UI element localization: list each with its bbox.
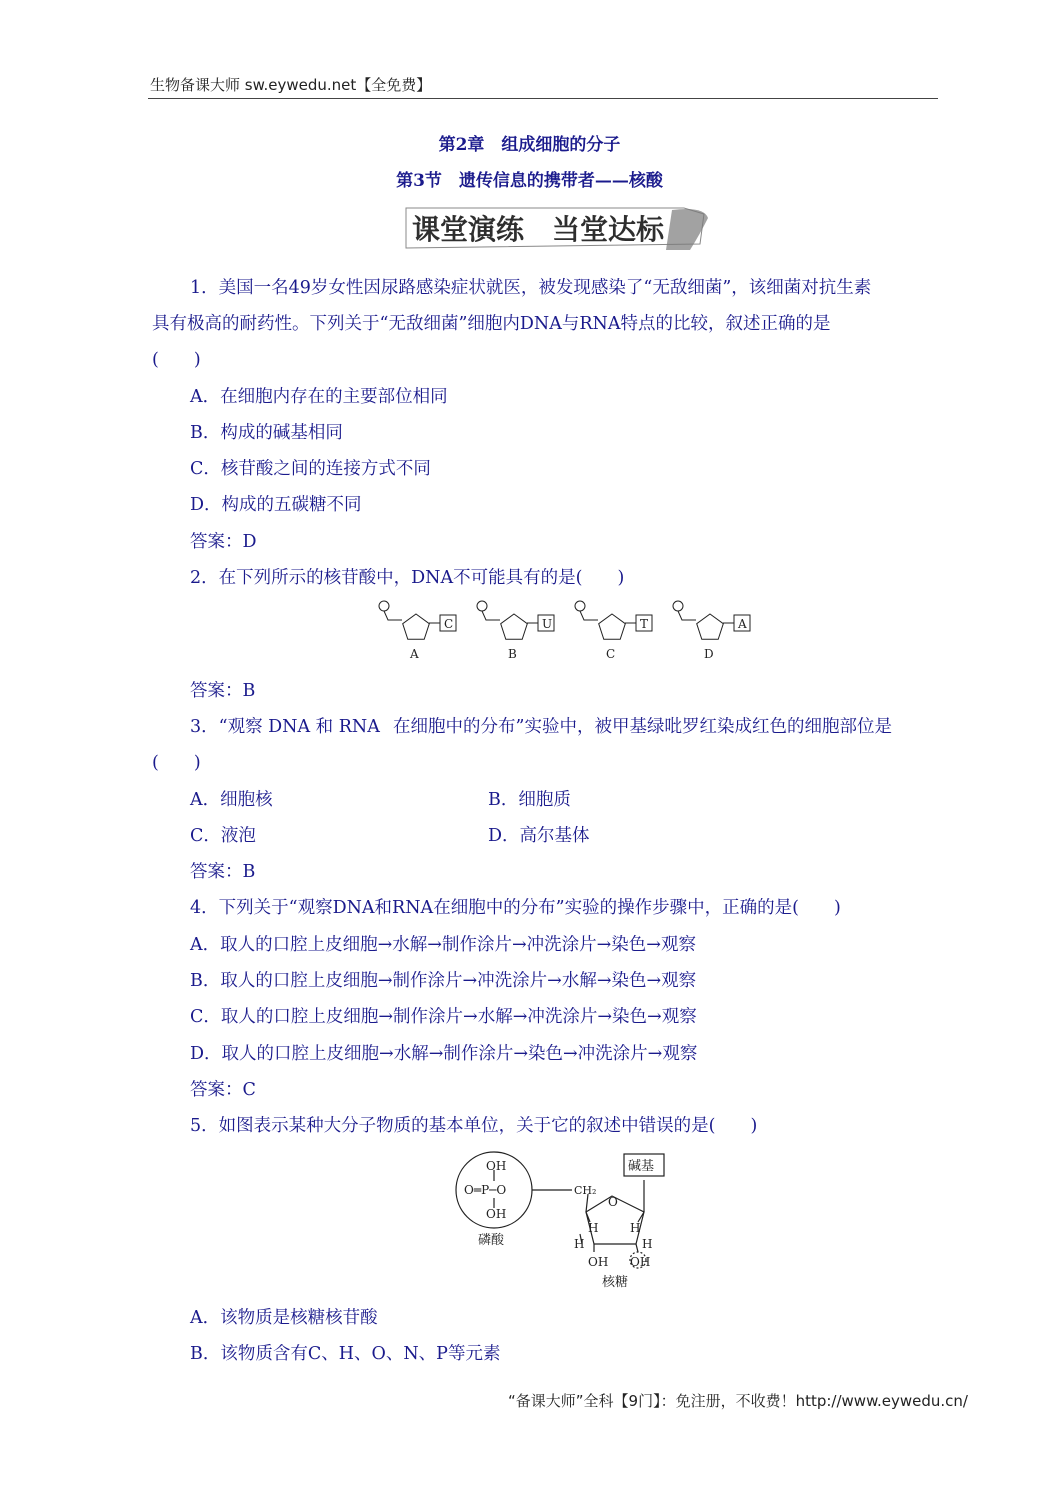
phosphate-circle bbox=[575, 601, 585, 611]
h-3: H bbox=[574, 1237, 585, 1251]
pentose-ring bbox=[599, 614, 626, 639]
q4-answer: 答案：C bbox=[190, 1080, 256, 1100]
oh-bottom: OH bbox=[486, 1207, 507, 1221]
base-label: 碱基 bbox=[628, 1159, 655, 1174]
q4-option-d: D．取人的口腔上皮细胞→水解→制作涂片→染色→冲洗涂片→观察 bbox=[190, 1044, 698, 1064]
phosphate-label: 磷酸 bbox=[478, 1233, 505, 1248]
h-4: H bbox=[642, 1237, 653, 1251]
base-letter: C bbox=[444, 617, 454, 631]
q4-option-b: B．取人的口腔上皮细胞→制作涂片→冲洗涂片→水解→染色→观察 bbox=[190, 971, 697, 991]
q5-stem: 5．如图表示某种大分子物质的基本单位，关于它的叙述中错误的是( ) bbox=[190, 1116, 758, 1136]
oh-top: OH bbox=[486, 1159, 507, 1173]
header-divider bbox=[148, 98, 938, 99]
option-label: A bbox=[410, 647, 419, 661]
phosphate-bond bbox=[482, 611, 500, 620]
phosphate-bond bbox=[580, 611, 598, 620]
q1-stem-line2: 具有极高的耐药性。下列关于“无敌细菌”细胞内DNA与RNA特点的比较，叙述正确的是 bbox=[152, 314, 831, 334]
q1-stem-line1: 1．美国一名49岁女性因尿路感染症状就医，被发现感染了“无敌细菌”，该细菌对抗生素 bbox=[190, 278, 872, 298]
q2-answer: 答案：B bbox=[190, 681, 256, 701]
nucleotide-D bbox=[673, 601, 750, 661]
q4-stem: 4．下列关于“观察DNA和RNA在细胞中的分布”实验的操作步骤中，正确的是( ) bbox=[190, 898, 841, 918]
page-footer: “备课大师”全科【9门】：免注册，不收费！http://www.eywedu.cn/ bbox=[508, 1392, 968, 1410]
h-1: H bbox=[588, 1221, 599, 1235]
phosphate-bond bbox=[384, 611, 402, 620]
oh-right: OH bbox=[630, 1255, 651, 1269]
q4-option-a: A．取人的口腔上皮细胞→水解→制作涂片→冲洗涂片→染色→观察 bbox=[190, 935, 696, 955]
q3-stem-line1a: 3．“观察 DNA 和 RNA bbox=[190, 717, 380, 737]
phosphate-bond bbox=[678, 611, 696, 620]
oh-left: OH bbox=[588, 1255, 609, 1269]
section-banner bbox=[404, 204, 710, 252]
q3-option-b: B．细胞质 bbox=[488, 790, 571, 810]
section-title: 第3节 遗传信息的携带者——核酸 bbox=[396, 171, 663, 191]
q4-option-c: C．取人的口腔上皮细胞→制作涂片→水解→冲洗涂片→染色→观察 bbox=[190, 1007, 697, 1027]
q1-option-b: B．构成的碱基相同 bbox=[190, 423, 343, 443]
phosphate-circle bbox=[673, 601, 683, 611]
q5-option-a: A．该物质是核糖核苷酸 bbox=[190, 1308, 378, 1328]
q5-option-b: B．该物质含有C、H、O、N、P等元素 bbox=[190, 1344, 501, 1364]
q1-answer: 答案：D bbox=[190, 532, 257, 552]
pentose-ring bbox=[697, 614, 724, 639]
q3-stem-line1b: 在细胞中的分布”实验中，被甲基绿吡罗红染成红色的细胞部位是 bbox=[393, 717, 892, 737]
option-label: D bbox=[704, 647, 714, 661]
q2-stem: 2．在下列所示的核苷酸中，DNA不可能具有的是( ) bbox=[190, 568, 625, 588]
phosphate-circle bbox=[379, 601, 389, 611]
base-letter: T bbox=[640, 617, 649, 631]
pentose-ring bbox=[501, 614, 528, 639]
pentose-ring bbox=[403, 614, 430, 639]
ring-o: O bbox=[608, 1195, 618, 1209]
q1-option-d: D．构成的五碳糖不同 bbox=[190, 495, 362, 515]
q1-option-c: C．核苷酸之间的连接方式不同 bbox=[190, 459, 431, 479]
banner-text: 课堂演练 当堂达标 bbox=[412, 213, 665, 246]
nucleotide-options-figure bbox=[368, 598, 768, 668]
base-letter: A bbox=[738, 617, 747, 631]
nucleotide-A bbox=[379, 601, 456, 661]
sugar-label: 核糖 bbox=[602, 1275, 629, 1290]
ch2-label: CH₂ bbox=[574, 1184, 597, 1197]
nucleotide-structure-figure bbox=[452, 1148, 682, 1298]
nucleotide-C bbox=[575, 601, 652, 661]
q1-stem-line3: ( ) bbox=[152, 350, 201, 370]
q3-answer: 答案：B bbox=[190, 862, 256, 882]
q1-option-a: A．在细胞内存在的主要部位相同 bbox=[190, 387, 448, 407]
q3-option-a: A．细胞核 bbox=[190, 790, 273, 810]
q3-option-d: D．高尔基体 bbox=[488, 826, 590, 846]
option-label: C bbox=[606, 647, 616, 661]
nucleotide-B bbox=[477, 601, 554, 661]
h-2: H bbox=[630, 1221, 641, 1235]
base-letter: U bbox=[542, 617, 553, 631]
page-header: 生物备课大师 sw.eywedu.net【全免费】 bbox=[150, 76, 432, 94]
q3-option-c: C．液泡 bbox=[190, 826, 256, 846]
phosphate-row: O═P─O bbox=[464, 1183, 507, 1197]
option-label: B bbox=[508, 647, 517, 661]
chapter-title: 第2章 组成细胞的分子 bbox=[438, 135, 621, 155]
phosphate-circle bbox=[477, 601, 487, 611]
q3-stem-line2: ( ) bbox=[152, 753, 201, 773]
